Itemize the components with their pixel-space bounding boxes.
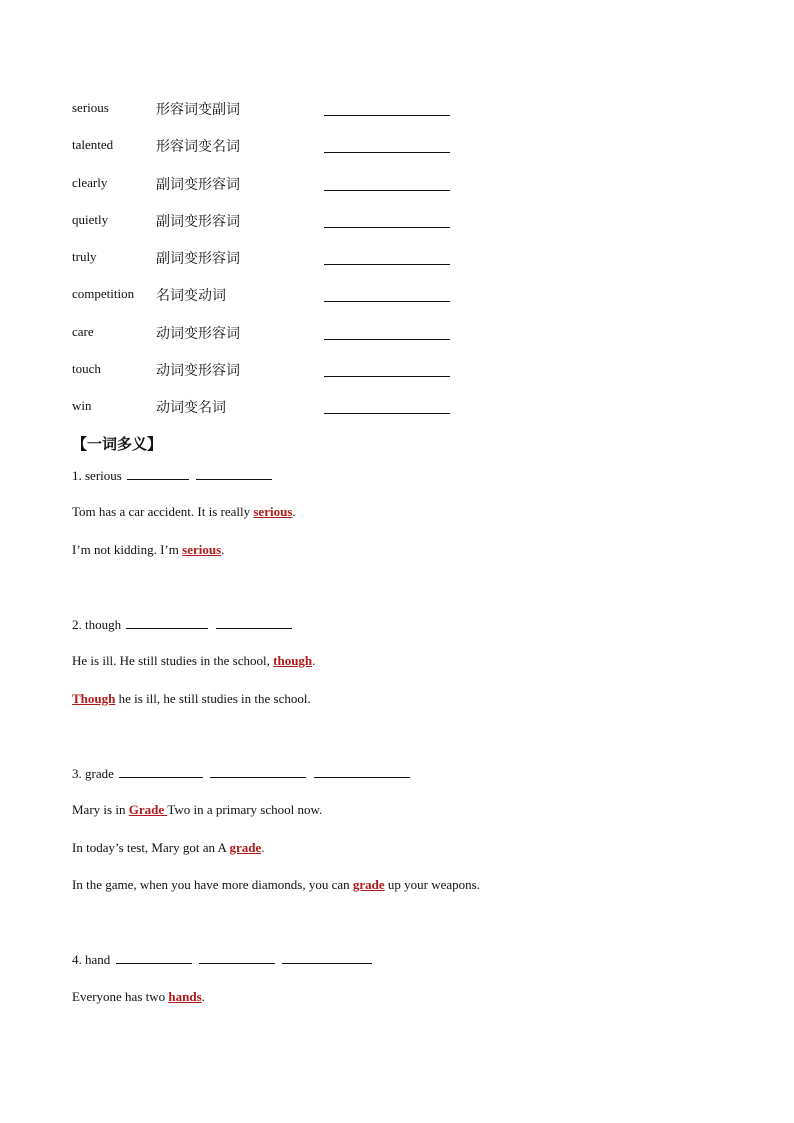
sentence-text: Two in a primary school now. — [167, 802, 323, 817]
answer-blank[interactable] — [216, 616, 292, 629]
highlighted-word: serious — [182, 542, 222, 557]
word-form-type: 副词变形容词 — [156, 214, 240, 230]
item-head-label: 1. serious — [72, 468, 122, 483]
sentence-text: . — [292, 504, 296, 519]
example-sentence — [72, 542, 224, 558]
example-sentence — [72, 802, 322, 818]
sentence-text: In today’s test, Mary got an A — [72, 840, 230, 855]
highlighted-word: grade — [229, 840, 262, 855]
word-form-type: 形容词变名词 — [156, 139, 240, 155]
word-form-type: 副词变形容词 — [156, 177, 240, 193]
answer-blank[interactable] — [324, 227, 450, 228]
word-form-row — [72, 212, 472, 232]
answer-blank[interactable] — [199, 951, 275, 964]
sentence-text: . — [261, 840, 265, 855]
sentence-text: . — [312, 653, 316, 668]
word-form-word: truly — [72, 249, 97, 264]
word-form-row — [72, 324, 472, 344]
word-form-row — [72, 175, 472, 195]
answer-blank[interactable] — [119, 765, 203, 778]
item-heading — [72, 616, 294, 633]
word-form-row — [72, 100, 472, 120]
highlighted-word: hands — [168, 989, 202, 1004]
answer-blank[interactable] — [127, 467, 189, 480]
word-form-type: 动词变名词 — [156, 400, 226, 416]
example-sentence — [72, 691, 311, 707]
answer-blank[interactable] — [324, 152, 450, 153]
sentence-text: . — [201, 989, 205, 1004]
sentence-text: . — [221, 542, 225, 557]
word-form-row — [72, 361, 472, 381]
section-title: 【一词多义】 — [72, 435, 163, 453]
answer-blank[interactable] — [196, 467, 272, 480]
word-form-word: win — [72, 398, 92, 413]
highlighted-word: Grade — [128, 802, 168, 817]
word-form-type: 动词变形容词 — [156, 326, 240, 342]
answer-blank[interactable] — [116, 951, 192, 964]
answer-blank[interactable] — [324, 413, 450, 414]
example-sentence — [72, 653, 315, 669]
item-heading — [72, 951, 374, 968]
word-form-type: 形容词变副词 — [156, 102, 240, 118]
word-form-word: clearly — [72, 175, 108, 190]
word-form-word: serious — [72, 100, 109, 115]
word-form-type: 名词变动词 — [156, 288, 226, 304]
highlighted-word: though — [273, 653, 313, 668]
answer-blank[interactable] — [324, 115, 450, 116]
sentence-text: He is ill. He still studies in the school, — [72, 653, 274, 668]
answer-blank[interactable] — [324, 339, 450, 340]
word-form-row — [72, 137, 472, 157]
sentence-text: Tom has a car accident. It is really — [72, 504, 254, 519]
sentence-text: he is ill, he still studies in the school. — [115, 691, 311, 706]
sentence-text: I’m not kidding. I’m — [72, 542, 183, 557]
item-heading — [72, 765, 412, 782]
word-form-row — [72, 398, 472, 418]
word-form-row — [72, 249, 472, 269]
item-head-label: 4. hand — [72, 952, 111, 967]
answer-blank[interactable] — [324, 264, 450, 265]
example-sentence — [72, 840, 264, 856]
word-form-word: quietly — [72, 212, 109, 227]
answer-blank[interactable] — [210, 765, 306, 778]
highlighted-word: Though — [72, 691, 116, 706]
word-form-word: competition — [72, 286, 135, 301]
item-head-label: 2. though — [72, 617, 122, 632]
example-sentence — [72, 877, 480, 893]
word-form-word: talented — [72, 137, 114, 152]
item-heading — [72, 467, 274, 484]
highlighted-word: serious — [253, 504, 293, 519]
item-head-label: 3. grade — [72, 766, 114, 781]
sentence-text: Everyone has two — [72, 989, 169, 1004]
sentence-text: up your weapons. — [384, 877, 480, 892]
answer-blank[interactable] — [324, 376, 450, 377]
example-sentence — [72, 504, 296, 520]
answer-blank[interactable] — [126, 616, 208, 629]
word-form-word: touch — [72, 361, 101, 376]
answer-blank[interactable] — [314, 765, 410, 778]
sentence-text: In the game, when you have more diamonds, you can — [72, 877, 353, 892]
word-form-type: 动词变形容词 — [156, 363, 240, 379]
answer-blank[interactable] — [282, 951, 372, 964]
word-form-row — [72, 286, 472, 306]
word-form-word: care — [72, 324, 94, 339]
word-form-type: 副词变形容词 — [156, 251, 240, 267]
answer-blank[interactable] — [324, 190, 450, 191]
highlighted-word: grade — [352, 877, 385, 892]
sentence-text: Mary is in — [72, 802, 129, 817]
answer-blank[interactable] — [324, 301, 450, 302]
example-sentence — [72, 989, 205, 1005]
